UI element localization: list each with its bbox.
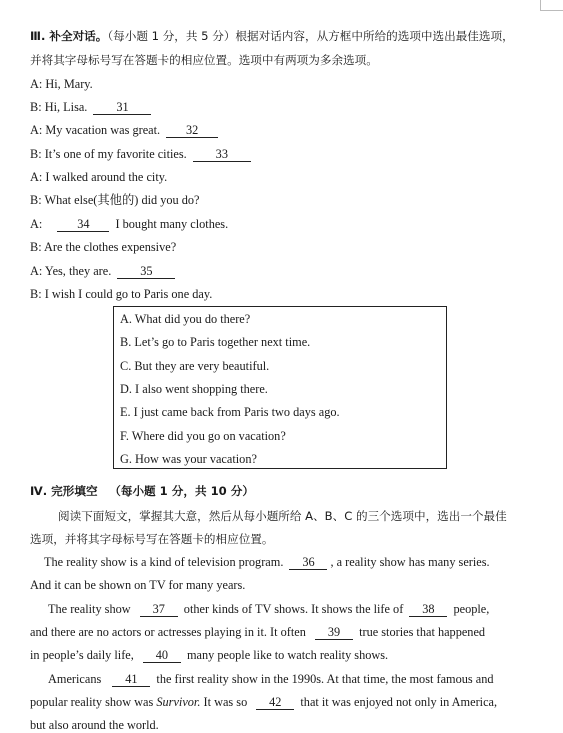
passage-line [30,694,497,710]
answer-blank-32[interactable]: 32 [166,123,218,138]
option-g: G. How was your vacation? [120,452,257,466]
dialogue-text: A: Hi, Mary. [30,77,93,91]
passage-text: that it was enjoyed not only in America, [300,695,498,709]
answer-blank-39[interactable]: 39 [315,625,353,640]
answer-blank-31[interactable]: 31 [93,100,151,115]
dialogue-text: I bought many clothes. [115,217,229,231]
passage-text: The reality show is a kind of television program. [44,555,284,569]
dialogue-text: A: I walked around the city. [30,170,168,184]
passage-text: popular reality show was [30,695,154,709]
dialogue-line-5 [30,169,167,185]
section4-heading: Ⅳ. 完形填空 [30,484,98,498]
answer-blank-37[interactable]: 37 [140,602,178,617]
dialogue-text: A: [30,217,43,231]
passage-text: Americans [48,672,102,686]
section3-heading-line [30,28,514,44]
section3-instructions-1: （每小题 1 分，共 5 分）根据对话内容，从方框中所给的选项中选出最佳选项， [107,29,514,43]
dialogue-text: B: It’s one of my favorite cities. [30,147,187,161]
section4-instructions-2: 选项，并将其字母标号写在答题卡的相应位置。 [30,532,274,546]
answer-blank-36[interactable]: 36 [289,555,327,570]
section4-points: （每小题 1 分，共 10 分） [109,484,254,498]
dialogue-line-9 [30,263,178,279]
option-b: B. Let’s go to Paris together next time. [120,335,311,349]
answer-blank-33[interactable]: 33 [193,147,251,162]
passage-line [30,624,485,640]
section4-heading-line [30,483,254,499]
passage-line [48,671,494,687]
dialogue-text: A: My vacation was great. [30,123,161,137]
dialogue-text: B: What else(其他的) did you do? [30,193,200,207]
dialogue-line-6 [30,192,200,208]
passage-text: other kinds of TV shows. It shows the life of [183,602,404,616]
page-corner-mark [540,0,563,11]
answer-blank-35[interactable]: 35 [117,264,175,279]
option-a: A. What did you do there? [120,312,251,326]
show-title: Survivor. [156,695,201,709]
passage-text: many people like to watch reality shows. [186,648,389,662]
dialogue-text: B: Hi, Lisa. [30,100,88,114]
dialogue-line-3 [30,122,221,138]
answer-blank-40[interactable]: 40 [143,648,181,663]
passage-line [30,647,388,663]
dialogue-line-2 [30,99,154,115]
passage-line [48,601,489,617]
section4-instructions-1: 阅读下面短文，掌握其大意，然后从每小题所给 A、B、C 的三个选项中，选出一个最佳 [58,509,507,523]
passage-line: And it can be shown on TV for many years. [30,578,246,592]
answer-blank-34[interactable]: 34 [57,217,109,232]
dialogue-line-4 [30,146,254,162]
section3-heading: Ⅲ. 补全对话。 [30,29,108,43]
dialogue-line-10 [30,286,212,302]
dialogue-text: B: I wish I could go to Paris one day. [30,287,213,301]
passage-text: true stories that happened [359,625,486,639]
passage-text: It was so [203,695,248,709]
passage-text: , a reality show has many series. [330,555,490,569]
passage-text: and there are no actors or actresses playing in it. It often [30,625,306,639]
passage-text: The reality show [48,602,131,616]
answer-blank-41[interactable]: 41 [112,672,150,687]
option-d: D. I also went shopping there. [120,382,268,396]
passage-text: people, [453,602,490,616]
passage-text: the first reality show in the 1990s. At that time, the most famous and [156,672,494,686]
dialogue-text: A: Yes, they are. [30,264,112,278]
option-e: E. I just came back from Paris two days ago. [120,405,340,419]
passage-line: but also around the world. [30,718,159,732]
dialogue-text: B: Are the clothes expensive? [30,240,177,254]
passage-line [44,554,490,570]
option-c: C. But they are very beautiful. [120,359,270,373]
options-box [113,306,447,469]
answer-blank-42[interactable]: 42 [256,695,294,710]
dialogue-line-1 [30,76,93,92]
passage-text: in people’s daily life, [30,648,134,662]
section3-instructions-2: 并将其字母标号写在答题卡的相应位置。选项中有两项为多余选项。 [30,53,378,67]
answer-blank-38[interactable]: 38 [409,602,447,617]
dialogue-line-7 [30,216,228,232]
option-f: F. Where did you go on vacation? [120,429,286,443]
dialogue-line-8 [30,239,176,255]
